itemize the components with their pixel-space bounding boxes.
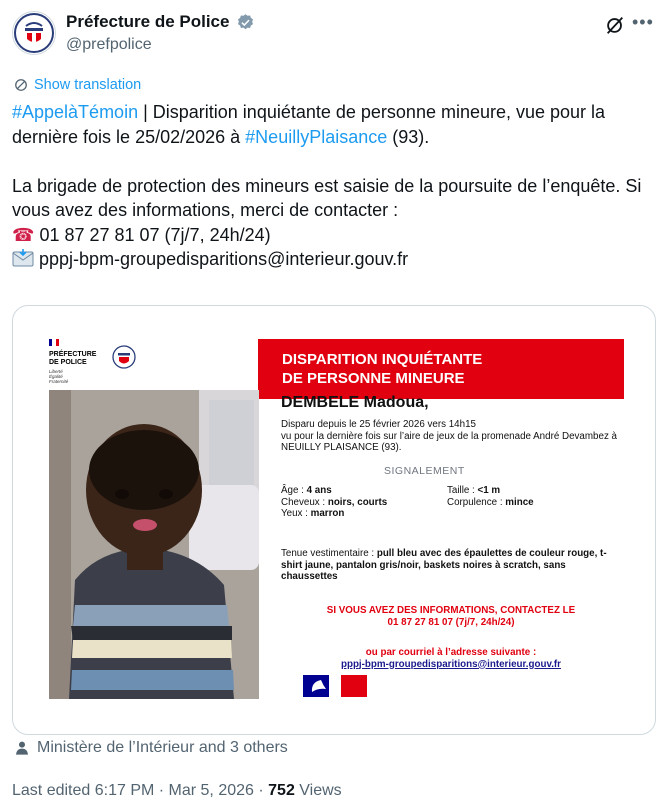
hair-row: Cheveux : noirs, courts (281, 496, 388, 508)
disappearance-details: Disparu depuis le 25 février 2026 vers 14h15 vu pour la dernière fois sur l’aire de jeux de la promenade André Devambez à NEUILLY PLAISANCE (93). (281, 419, 618, 453)
views-label: Views (294, 782, 342, 799)
tweet-email-line (12, 247, 654, 274)
grok-icon[interactable] (604, 14, 626, 36)
author-name[interactable]: Préfecture de Police (66, 12, 230, 31)
more-options-icon[interactable]: ••• (632, 12, 654, 32)
signalement-heading: SIGNALEMENT (384, 465, 465, 477)
build-row: Corpulence : mince (447, 496, 534, 508)
hashtag-appel-temoin[interactable]: #AppelàTémoin (12, 102, 139, 122)
missing-person-name: DEMBELE Madoua, (281, 394, 429, 411)
translate-icon (14, 78, 28, 92)
eyes-row: Yeux : marron (281, 508, 345, 519)
courriel-block (281, 647, 621, 670)
contact-email: pppj-bpm-groupedisparitions@interieur.gouv.fr (39, 249, 409, 269)
show-translation-label: Show translation (34, 77, 142, 93)
tweet-image-card[interactable] (12, 305, 656, 735)
telephone-icon: ☎ (12, 224, 35, 245)
tweet-line-text: | Disparition inquiétante de personne mineure, vue pour la dernière fois le 25/02/2026 à (12, 102, 606, 147)
tricolor-flag-icon (49, 339, 59, 346)
edited-timestamp[interactable]: Last edited 6:17 PM · Mar 5, 2026 · (12, 782, 269, 799)
missing-person-poster (46, 329, 624, 705)
person-icon (14, 740, 30, 756)
missing-child-photo (49, 390, 259, 699)
marianne-logo-icon (303, 675, 367, 697)
courriel-label: ou par courriel à l’adresse suivante : (365, 647, 537, 658)
tweet-meta (12, 782, 342, 800)
police-badge-icon (112, 345, 136, 369)
clothing-description: Tenue vestimentaire : pull bleu avec des épaulettes de couleur rouge, t-shirt jaune, pantalon gris/noir, baskets noires à scratch, sans chaussettes (281, 548, 607, 582)
poster-red-banner (258, 339, 624, 399)
show-translation-button[interactable] (14, 77, 141, 93)
tweet-paragraph-1 (12, 100, 654, 149)
courriel-email: pppj-bpm-groupedisparitions@interieur.gouv.fr (340, 658, 561, 670)
views-count: 752 (268, 782, 295, 799)
tagged-people-text: Ministère de l’Intérieur and 3 others (37, 739, 288, 756)
prefecture-title: PRÉFECTURE DE POLICE (49, 351, 97, 366)
phone-number: 01 87 27 81 07 (7j/7, 24h/24) (39, 224, 271, 245)
contact-call-to-action: SI VOUS AVEZ DES INFORMATIONS, CONTACTEZ LE 01 87 27 81 07 (7j/7, 24h/24) (326, 605, 576, 628)
poster-banner-title: DISPARITION INQUIÉTANTE DE PERSONNE MINEURE (282, 351, 483, 387)
tweet-phone-line (12, 223, 654, 248)
author-handle[interactable]: @prefpolice (66, 36, 152, 53)
tagged-people-row[interactable] (14, 739, 288, 757)
hashtag-neuilly-plaisance[interactable]: #NeuillyPlaisance (245, 126, 388, 147)
age-row: Âge : 4 ans (281, 485, 332, 496)
height-row: Taille : <1 m (447, 485, 501, 496)
prefecture-logo-icon (13, 12, 55, 54)
envelope-icon (12, 249, 34, 274)
avatar[interactable] (12, 11, 56, 55)
tweet-line-end: (93). (387, 126, 430, 147)
verified-badge-icon[interactable] (236, 13, 255, 32)
tweet-paragraph-2: La brigade de protection des mineurs est saisie de la poursuite de l’enquête. Si vous avez des informations, merci de contacter : (12, 175, 642, 220)
prefecture-motto: Liberté Égalité Fraternité (49, 369, 69, 384)
tweet-text (12, 100, 654, 274)
